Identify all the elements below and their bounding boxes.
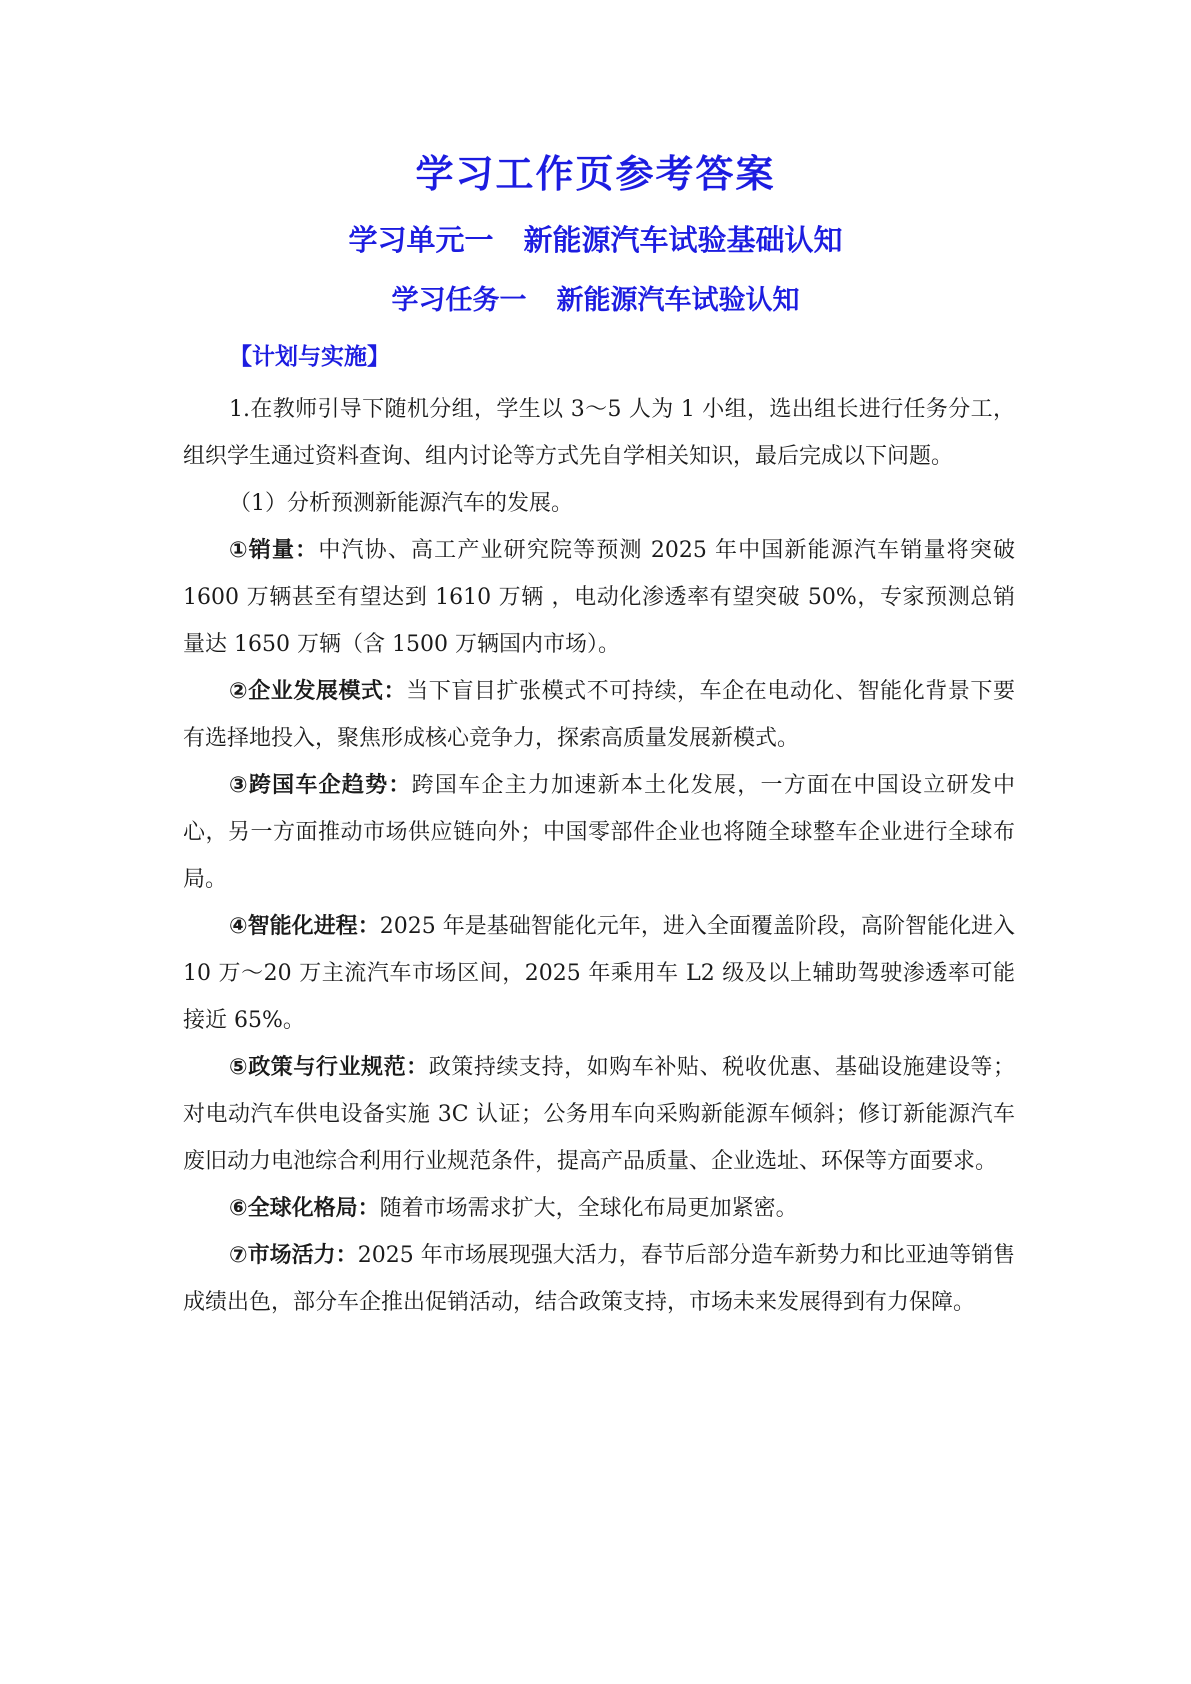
- item-text: 政策持续支持，如购车补贴、税收优惠、基础设施建设等；对电动汽车供电设备实施 3C 认证；公务用车向采购新能源车倾斜；修订新能源汽车废旧动力电池综合利用行业规范条件，提高产品质量、企业选址、环保等方面要求。: [183, 1055, 1015, 1174]
- item-globalization: [183, 1185, 1015, 1232]
- section-heading: 【计划与实施】: [229, 344, 390, 370]
- item-text: 2025 年是基础智能化元年，进入全面覆盖阶段，高阶智能化进入 10 万～20 万主流汽车市场区间，2025 年乘用车 L2 级及以上辅助驾驶渗透率可能接近 65%。: [183, 914, 1015, 1033]
- item-label: ④智能化进程：: [229, 914, 380, 939]
- item-intelligence: [183, 903, 1015, 1044]
- item-multinational-trend: [183, 762, 1015, 903]
- item-label: ⑥全球化格局：: [229, 1196, 380, 1221]
- item-enterprise-model: [183, 668, 1015, 762]
- document-body: [183, 386, 1015, 1326]
- item-policy: [183, 1044, 1015, 1185]
- item-text: 当下盲目扩张模式不可持续，车企在电动化、智能化背景下要有选择地投入，聚焦形成核心竞争力，探索高质量发展新模式。: [183, 679, 1015, 751]
- intro-paragraph: 1.在教师引导下随机分组，学生以 3～5 人为 1 小组，选出组长进行任务分工，组织学生通过资料查询、组内讨论等方式先自学相关知识，最后完成以下问题。: [183, 397, 1015, 469]
- item-label: ②企业发展模式：: [229, 679, 407, 704]
- item-sales: [183, 527, 1015, 668]
- item-label: ⑦市场活力：: [229, 1243, 358, 1268]
- item-text: 2025 年市场展现强大活力，春节后部分造车新势力和比亚迪等销售成绩出色，部分车企推出促销活动，结合政策支持，市场未来发展得到有力保障。: [183, 1243, 1015, 1315]
- item-label: ①销量：: [229, 538, 319, 563]
- item-text: 跨国车企主力加速新本土化发展，一方面在中国设立研发中心，另一方面推动市场供应链向外；中国零部件企业也将随全球整车企业进行全球布局。: [183, 773, 1015, 892]
- task-name: 新能源汽车试验认知: [556, 285, 800, 316]
- task-heading: [0, 282, 1191, 320]
- item-market-vitality: [183, 1232, 1015, 1326]
- item-label: ⑤政策与行业规范：: [229, 1055, 429, 1080]
- unit-number: 学习单元一: [348, 223, 494, 257]
- unit-heading: [0, 220, 1191, 260]
- item-text: 随着市场需求扩大，全球化布局更加紧密。: [379, 1196, 798, 1221]
- question-paragraph: （1）分析预测新能源汽车的发展。: [229, 491, 573, 516]
- task-number: 学习任务一: [391, 285, 527, 316]
- page-title: 学习工作页参考答案: [415, 152, 776, 196]
- unit-name: 新能源汽车试验基础认知: [523, 223, 843, 257]
- item-text: 中汽协、高工产业研究院等预测 2025 年中国新能源汽车销量将突破 1600 万辆甚至有望达到 1610 万辆 ，电动化渗透率有望突破 50%，专家预测总销量达 1650 万辆（含 1500 万辆国内市场）。: [183, 538, 1015, 657]
- item-label: ③跨国车企趋势：: [229, 773, 412, 798]
